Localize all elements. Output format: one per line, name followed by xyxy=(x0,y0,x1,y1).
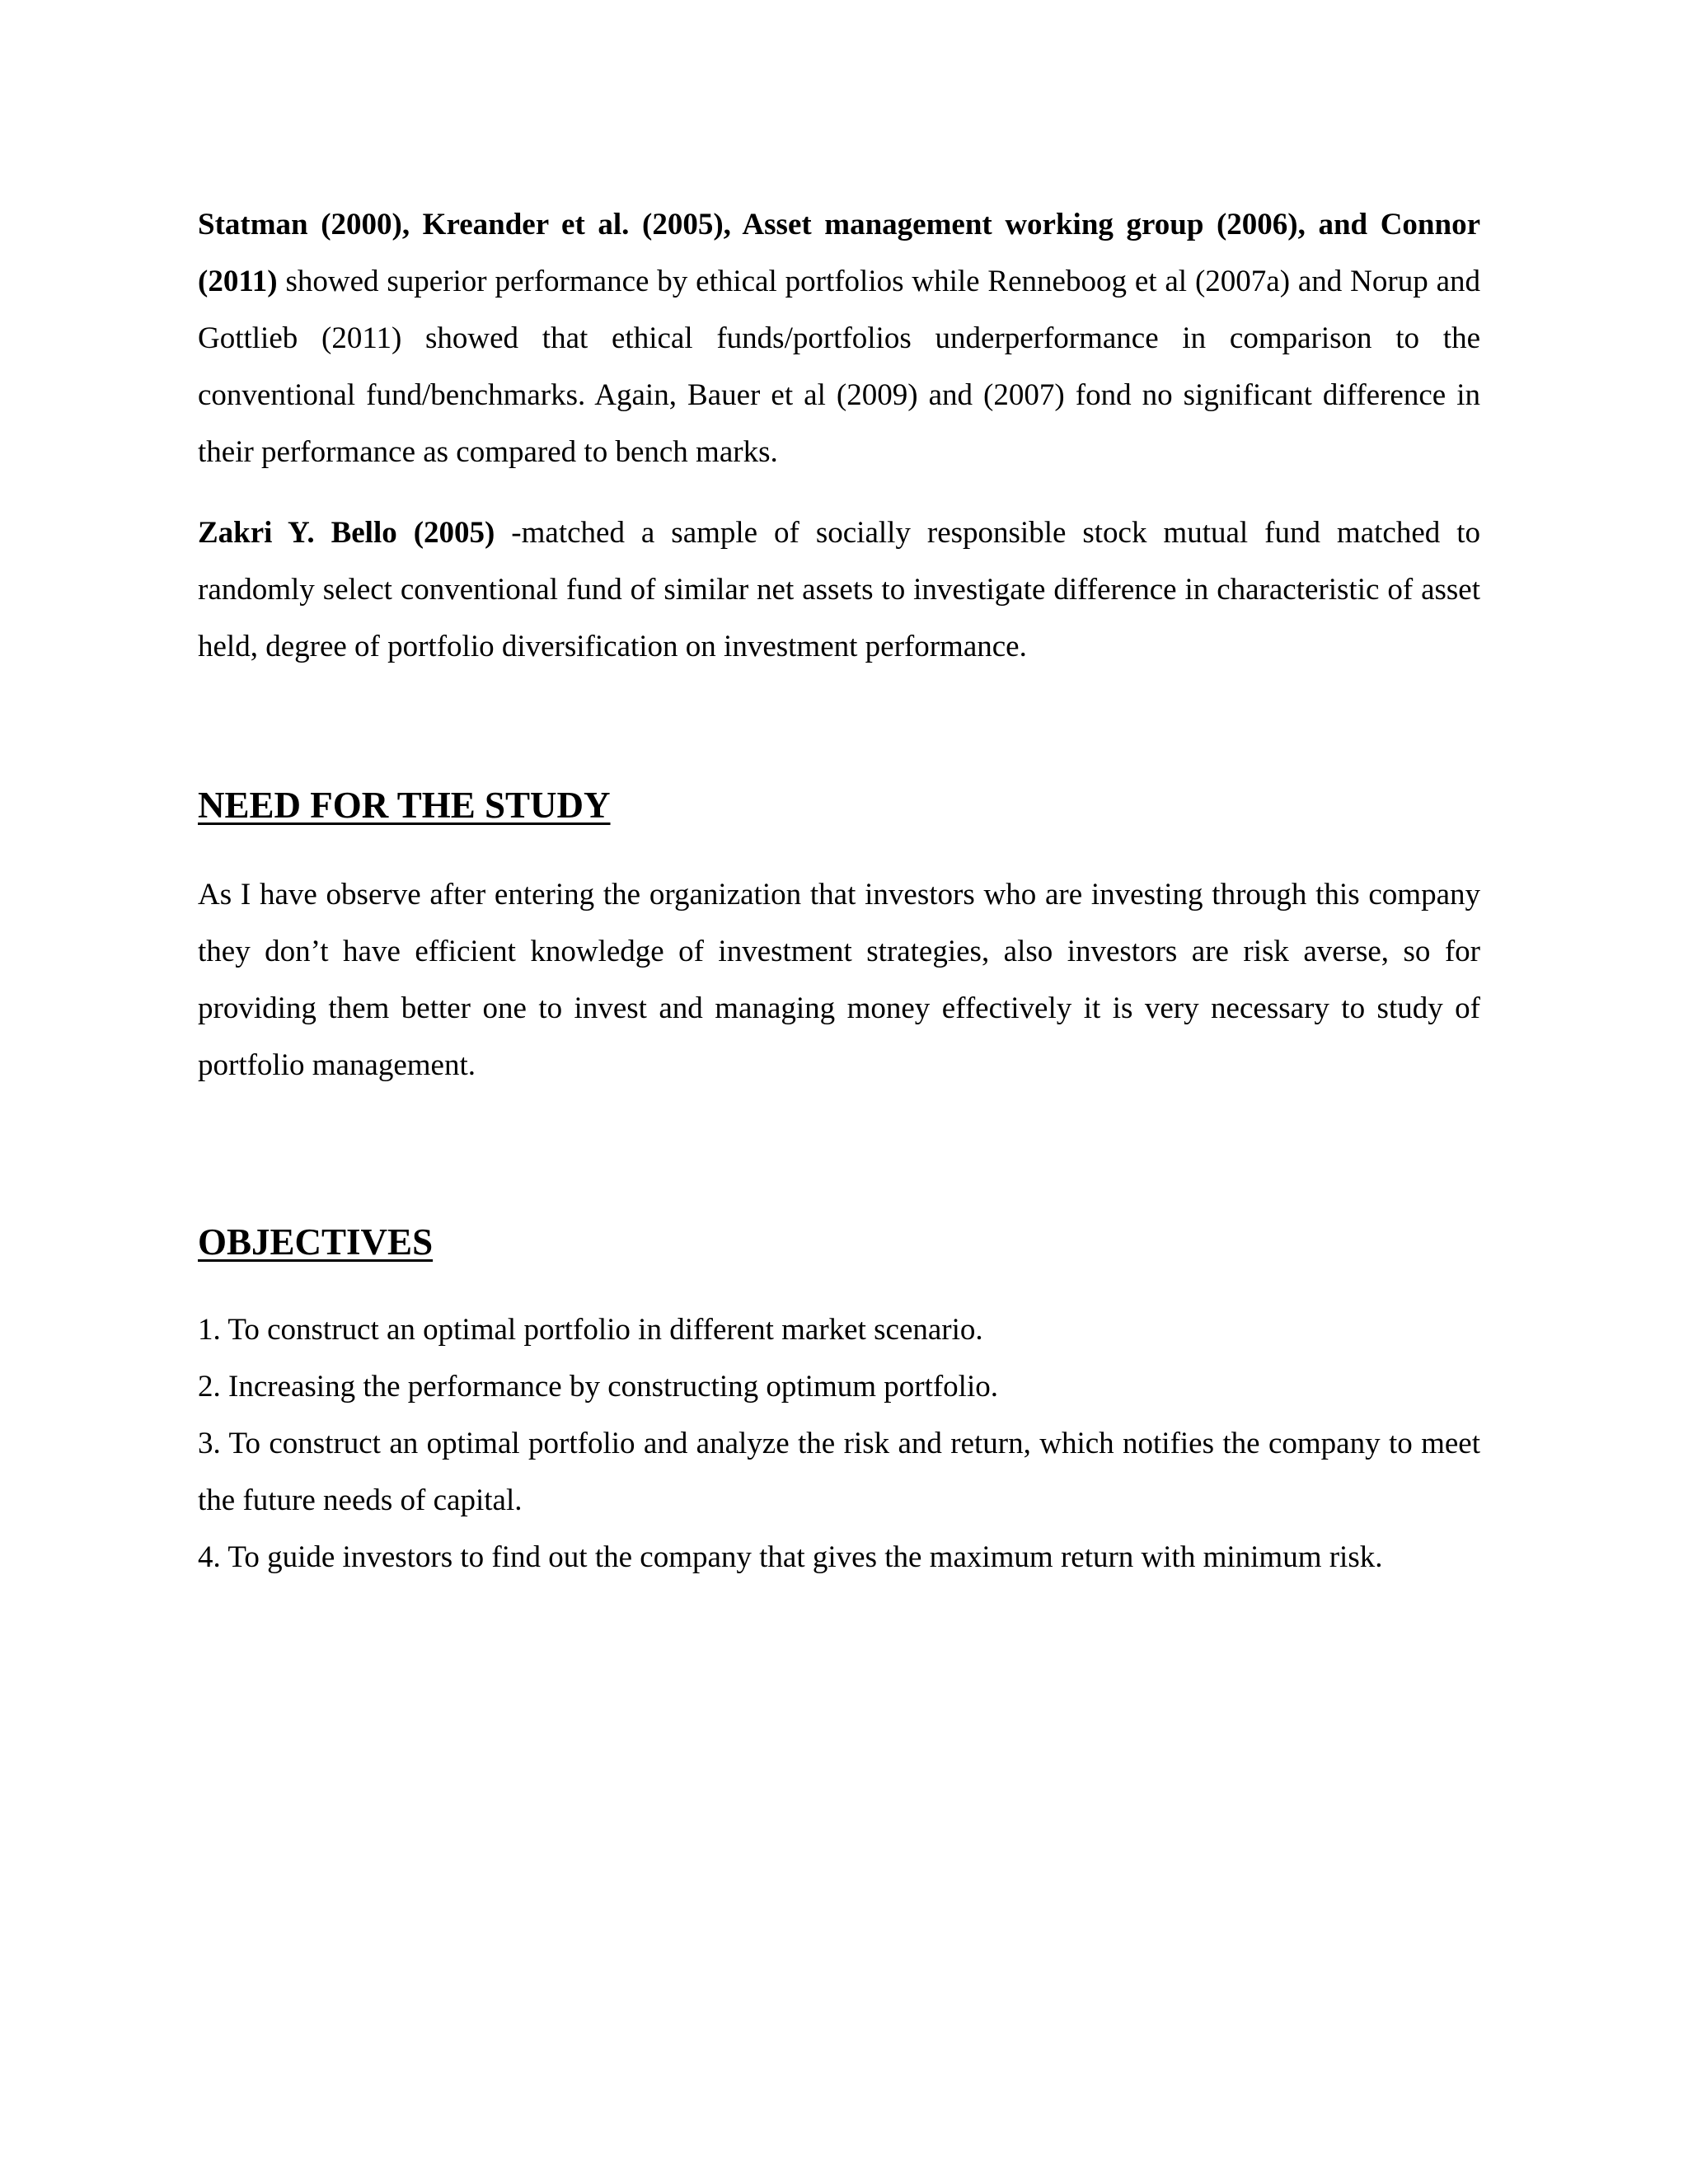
objectives-heading: OBJECTIVES xyxy=(198,1221,434,1263)
need-for-study-paragraph: As I have observe after entering the organization that investors who are investing through this company they don’t have efficient knowledge of investment strategies, also investors are risk averse, so for providing them better one to invest and managing money effectively it is very necessary to study of portfolio management. xyxy=(198,878,1480,1082)
literature-paragraph-1 xyxy=(198,196,1480,480)
citation-bold: Zakri Y. Bello (2005) xyxy=(198,516,495,550)
citation-bold: Statman (2000), Kreander et al. (2005), Asset management working group (2006), and Connor (2011) xyxy=(198,208,1480,298)
objective-item: 4. To guide investors to find out the company that gives the maximum return with minimum risk. xyxy=(198,1540,1383,1574)
objective-item: 3. To construct an optimal portfolio and analyze the risk and return, which notifies the company to meet the future needs of capital. xyxy=(198,1427,1480,1517)
objective-item: 2. Increasing the performance by constructing optimum portfolio. xyxy=(198,1370,998,1404)
document-page xyxy=(198,196,1480,1586)
paragraph-text: showed superior performance by ethical portfolios while Renneboog et al (2007a) and Norup and Gottlieb (2011) showed that ethical funds/portfolios underperformance in comparison to the conventional fund/benchmarks. Again, Bauer et al (2009) and (2007) fond no significant difference in their performance as compared to bench marks. xyxy=(198,265,1480,469)
literature-paragraph-2 xyxy=(198,504,1480,675)
paragraph-text: -matched a sample of socially responsible stock mutual fund matched to randomly select conventional fund of similar net assets to investigate difference in characteristic of asset held, degree of portfolio diversification on investment performance. xyxy=(198,516,1480,663)
need-for-study-heading: NEED FOR THE STUDY xyxy=(198,785,611,826)
objective-item: 1. To construct an optimal portfolio in different market scenario. xyxy=(198,1313,983,1347)
objectives-list xyxy=(198,1301,1480,1586)
